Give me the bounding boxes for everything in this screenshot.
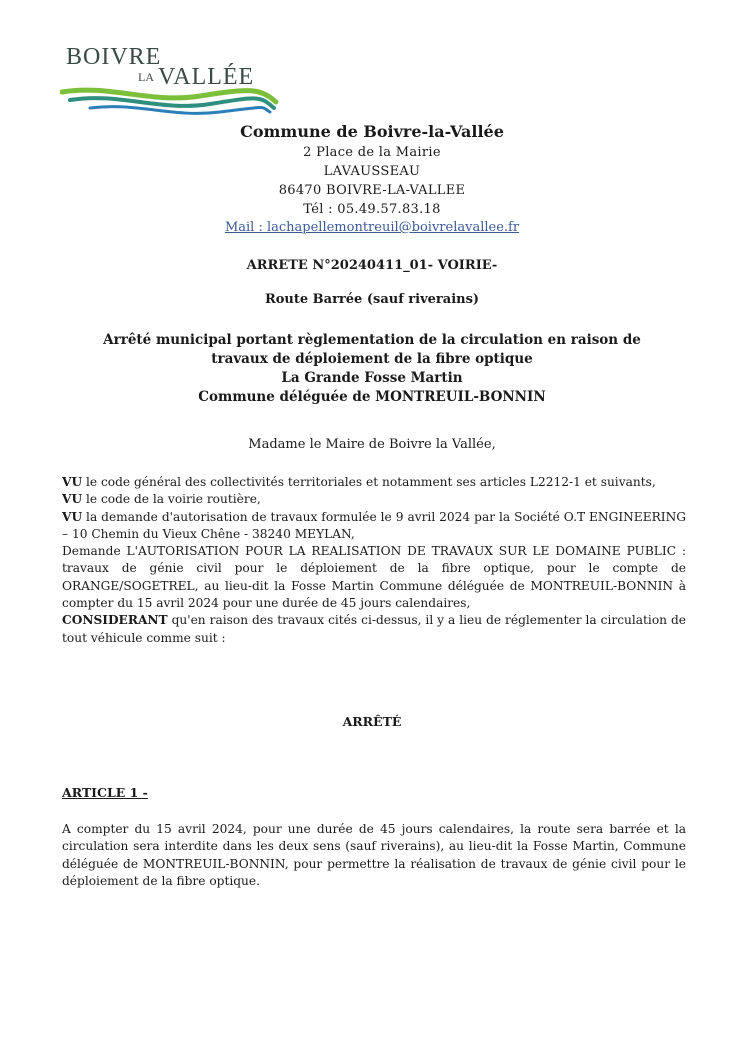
consideration-text: le code de la voirie routière, bbox=[82, 492, 261, 507]
consideration-lead: VU bbox=[62, 475, 83, 489]
consideration-paragraph bbox=[62, 491, 686, 508]
arrete-heading: ARRÊTÉ bbox=[342, 714, 402, 729]
title-line-1: Arrêté municipal portant règlementation de la circulation en raison de bbox=[103, 332, 641, 348]
commune-name: Commune de Boivre-la-Vallée bbox=[240, 122, 504, 141]
logo-word-la: LA bbox=[138, 70, 154, 84]
consideration-lead: CONSIDERANT bbox=[62, 613, 168, 628]
consideration-lead: VU bbox=[62, 509, 83, 524]
logo-river-swoosh-icon bbox=[60, 82, 280, 122]
arrete-subject: Route Barrée (sauf riverains) bbox=[264, 292, 480, 307]
article-1-heading: ARTICLE 1 - bbox=[62, 785, 148, 800]
title-line-4: Commune déléguée de MONTREUIL-BONNIN bbox=[198, 389, 546, 405]
phone-number: Tél : 05.49.57.83.18 bbox=[303, 202, 441, 217]
arrete-number: ARRETE N°20240411_01- VOIRIE- bbox=[246, 258, 498, 273]
consideration-paragraph bbox=[62, 474, 686, 491]
consideration-text: le code général des collectivités territoriales et notamment ses articles L2212-1 et suivants, bbox=[82, 475, 656, 489]
consideration-text: la demande d'autorisation de travaux formulée le 9 avril 2024 par la Société O.T ENGINEERING – 10 Chemin du Vieux Chêne - 38240 MEYLAN, bbox=[62, 509, 686, 541]
address-line-2: LAVAUSSEAU bbox=[323, 164, 421, 179]
article-1-text: A compter du 15 avril 2024, pour une durée de 45 jours calendaires, la route sera barrée et la circulation sera interdite dans les deux sens (sauf riverains), au lieu-dit la Fosse Martin, Commune déléguée de MONTREUIL-BONNIN, pour permettre la réalisation de travaux de génie civil pour le déploiement de la fibre optique. bbox=[62, 822, 686, 888]
consideration-lead: VU bbox=[62, 492, 83, 507]
salutation: Madame le Maire de Boivre la Vallée, bbox=[248, 437, 496, 452]
address-line-1: 2 Place de la Mairie bbox=[303, 145, 441, 160]
title-line-2: travaux de déploiement de la fibre optique bbox=[211, 351, 533, 367]
mail-link[interactable]: Mail : lachapellemontreuil@boivrelavallee.fr bbox=[224, 220, 520, 235]
boivre-la-vallee-logo bbox=[60, 40, 280, 120]
consideration-text: Demande L'AUTORISATION POUR LA REALISATION DE TRAVAUX SUR LE DOMAINE PUBLIC : travaux de génie civil pour le déploiement de la fibre optique, pour le compte de ORANGE/SOGETREL, au lieu-dit la Fosse Martin Commune déléguée de MONTREUIL-BONNIN à compter du 15 avril 2024 pour une durée de 45 jours calendaires, bbox=[62, 544, 686, 611]
address-line-3: 86470 BOIVRE-LA-VALLEE bbox=[278, 183, 466, 198]
consideration-paragraph bbox=[62, 509, 686, 544]
title-line-3: La Grande Fosse Martin bbox=[281, 370, 463, 386]
consideration-paragraph bbox=[62, 543, 686, 612]
consideration-text: qu'en raison des travaux cités ci-dessus, il y a lieu de réglementer la circulation de tout véhicule comme suit : bbox=[62, 613, 686, 645]
logo-word-vallee: VALLÉE bbox=[158, 64, 255, 90]
considerations-block bbox=[62, 474, 686, 647]
logo-word-boivre: BOIVRE bbox=[66, 44, 162, 70]
consideration-paragraph bbox=[62, 612, 686, 647]
